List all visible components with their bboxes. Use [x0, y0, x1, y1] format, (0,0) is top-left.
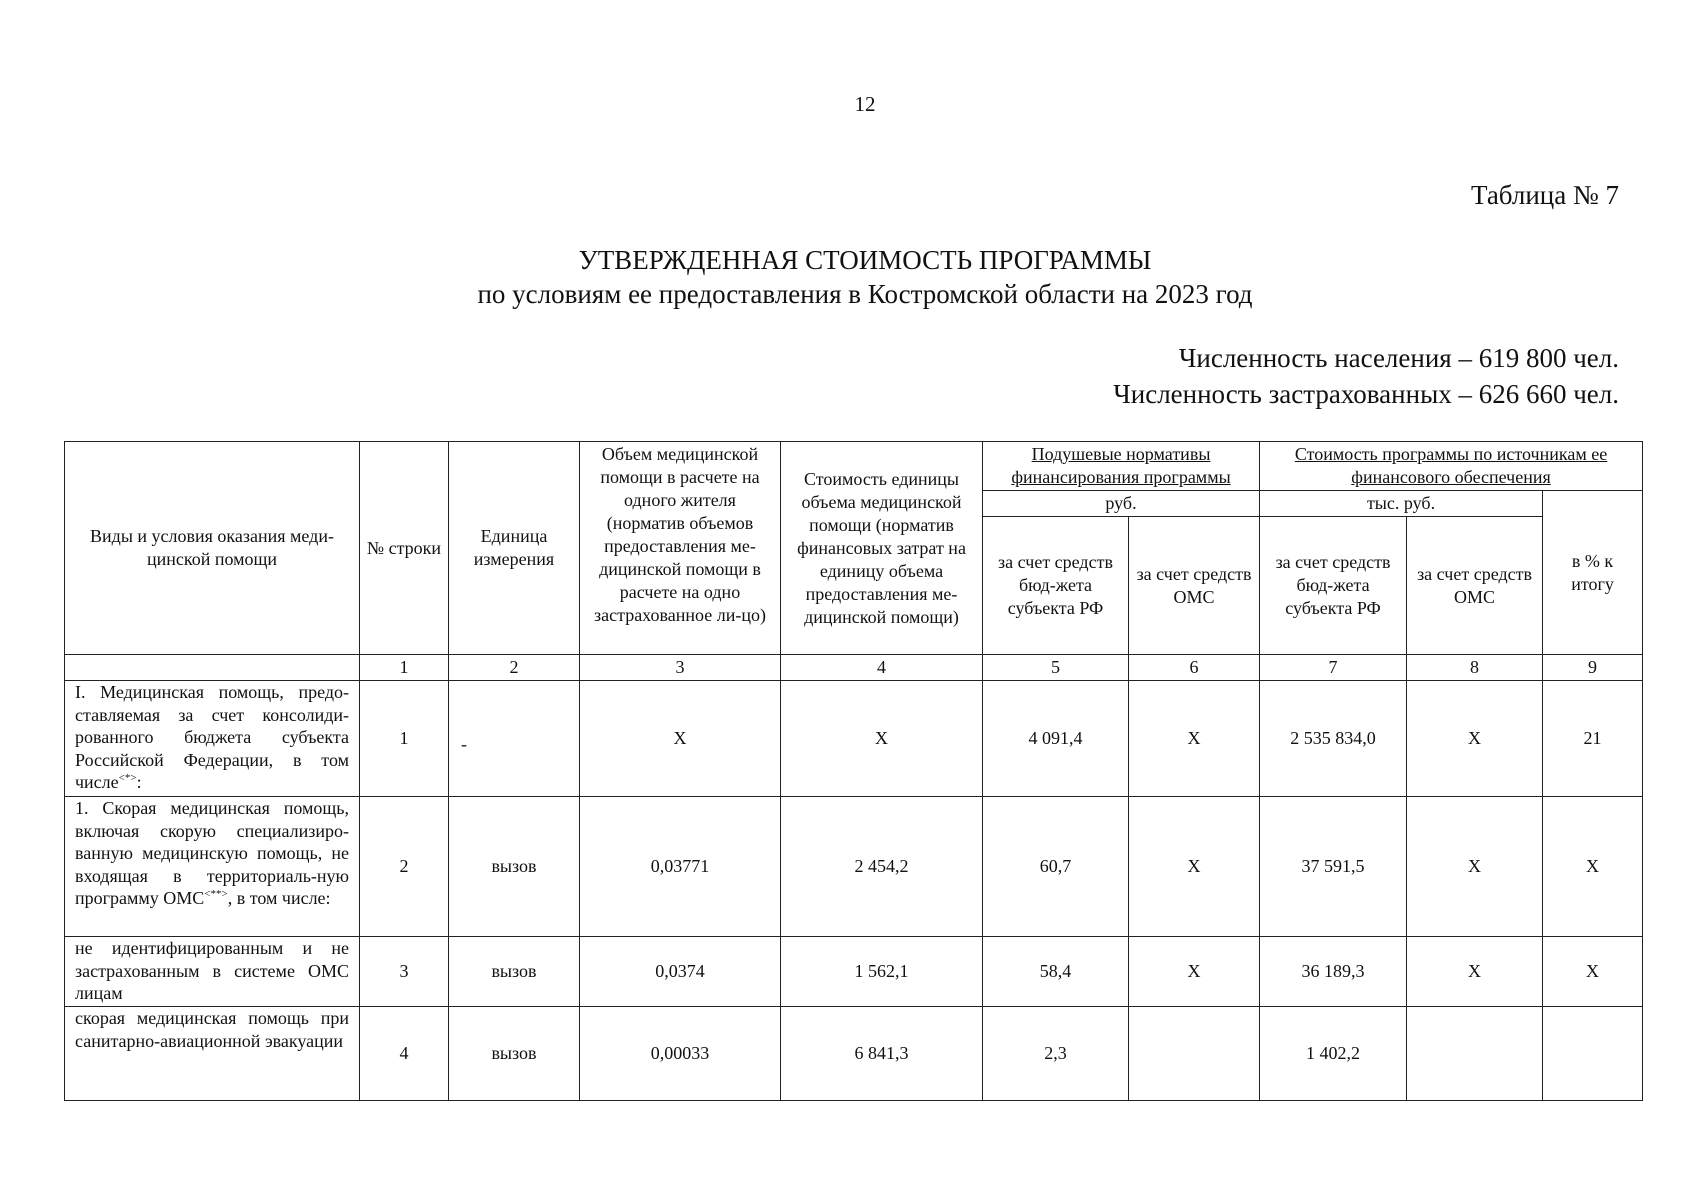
row-cost-oms: X — [1407, 681, 1543, 797]
header-cost-unit: тыс. руб. — [1260, 491, 1543, 517]
column-number: 6 — [1129, 655, 1260, 681]
row-per-capita-oms: X — [1129, 681, 1260, 797]
row-per-capita-budget: 58,4 — [983, 937, 1129, 1007]
header-volume: Объем медицинской помощи в расчете на одного жителя (норматив объемов предоставления ме-дицинской помощи в расчете на одно застрахованное ли-цо) — [580, 442, 781, 655]
row-name-suffix: , в том числе: — [227, 888, 331, 908]
row-name-text: I. Медицинская помощь, предо-ставляемая за счет консолиди-рованного бюджета субъекта Российской Федерации, в том числе — [75, 682, 349, 792]
row-name-suffix: : — [136, 772, 142, 792]
row-name — [65, 681, 360, 797]
column-number: 7 — [1260, 655, 1407, 681]
row-unit-cost: 6 841,3 — [781, 1007, 983, 1101]
column-number: 3 — [580, 655, 781, 681]
header-cost-group — [1260, 442, 1643, 491]
column-numbers-row — [65, 655, 1643, 681]
row-per-capita-budget: 2,3 — [983, 1007, 1129, 1101]
header-unit-cost: Стоимость единицы объема медицинской помощи (норматив финансовых затрат на единицу объема предоставления ме-дицинской помощи) — [781, 442, 983, 655]
document-subtitle: по условиям ее предоставления в Костромской области на 2023 год — [477, 279, 1253, 309]
row-line-number: 2 — [360, 797, 449, 937]
column-number: 4 — [781, 655, 983, 681]
row-cost-oms: X — [1407, 937, 1543, 1007]
insured-count: Численность застрахованных – 626 660 чел. — [1113, 379, 1619, 409]
page-number: 12 — [854, 92, 876, 116]
header-percent: в % к итогу — [1543, 491, 1643, 655]
row-percent: X — [1543, 937, 1643, 1007]
row-percent: X — [1543, 797, 1643, 937]
row-unit-cost: 1 562,1 — [781, 937, 983, 1007]
row-volume: 0,00033 — [580, 1007, 781, 1101]
row-cost-oms — [1407, 1007, 1543, 1101]
header-per-capita-oms: за счет средств ОМС — [1129, 517, 1260, 655]
header-care-type: Виды и условия оказания меди-цинской помощи — [65, 442, 360, 655]
row-volume: X — [580, 681, 781, 797]
row-cost-oms: X — [1407, 797, 1543, 937]
row-line-number: 1 — [360, 681, 449, 797]
header-per-capita-unit: руб. — [983, 491, 1260, 517]
row-line-number: 4 — [360, 1007, 449, 1101]
table-row — [65, 797, 1643, 937]
program-cost-table — [64, 441, 1643, 1101]
row-unit-cost: X — [781, 681, 983, 797]
header-cost-oms: за счет средств ОМС — [1407, 517, 1543, 655]
row-unit: вызов — [449, 1007, 580, 1101]
row-per-capita-oms: X — [1129, 937, 1260, 1007]
row-per-capita-budget: 4 091,4 — [983, 681, 1129, 797]
footnote-marker: <**> — [204, 888, 228, 900]
table-label: Таблица № 7 — [1471, 180, 1619, 210]
row-unit-cost: 2 454,2 — [781, 797, 983, 937]
table-row — [65, 681, 1643, 797]
row-name: скорая медицинская помощь при санитарно-авиационной эвакуации — [65, 1007, 360, 1101]
table-row — [65, 1007, 1643, 1101]
row-unit: вызов — [449, 797, 580, 937]
header-per-capita-group — [983, 442, 1260, 491]
header-unit: Единица измерения — [449, 442, 580, 655]
row-cost-budget: 2 535 834,0 — [1260, 681, 1407, 797]
header-cost-budget: за счет средств бюд-жета субъекта РФ — [1260, 517, 1407, 655]
row-per-capita-oms: X — [1129, 797, 1260, 937]
column-number: 9 — [1543, 655, 1643, 681]
row-unit: вызов — [449, 937, 580, 1007]
row-per-capita-oms — [1129, 1007, 1260, 1101]
table-row — [65, 937, 1643, 1007]
population-stats — [1113, 340, 1619, 412]
row-unit — [449, 681, 580, 797]
row-volume: 0,0374 — [580, 937, 781, 1007]
row-unit-text: - — [461, 734, 467, 754]
row-percent — [1543, 1007, 1643, 1101]
header-line-number: № строки — [360, 442, 449, 655]
footnote-marker: <*> — [118, 772, 137, 784]
column-number: 2 — [449, 655, 580, 681]
row-volume: 0,03771 — [580, 797, 781, 937]
row-per-capita-budget: 60,7 — [983, 797, 1129, 937]
row-cost-budget: 1 402,2 — [1260, 1007, 1407, 1101]
population-count: Численность населения – 619 800 чел. — [1178, 343, 1619, 373]
row-name — [65, 797, 360, 937]
document-title: УТВЕРЖДЕННАЯ СТОИМОСТЬ ПРОГРАММЫ — [578, 245, 1152, 275]
header-per-capita-budget: за счет средств бюд-жета субъекта РФ — [983, 517, 1129, 655]
column-number: 5 — [983, 655, 1129, 681]
row-name-text: 1. Скорая медицинская помощь, включая скорую специализиро-ванную медицинскую помощь, не входящая в территориаль-ную программу ОМС — [75, 798, 349, 908]
row-percent: 21 — [1543, 681, 1643, 797]
row-name: не идентифицированным и не застрахованным в системе ОМС лицам — [65, 937, 360, 1007]
column-number-blank — [65, 655, 360, 681]
row-cost-budget: 37 591,5 — [1260, 797, 1407, 937]
column-number: 1 — [360, 655, 449, 681]
cost-group-text: Стоимость программы по источникам ее финансового обеспечения — [1294, 444, 1608, 487]
row-cost-budget: 36 189,3 — [1260, 937, 1407, 1007]
per-capita-group-text: Подушевые нормативы финансирования программы — [1011, 444, 1231, 487]
row-line-number: 3 — [360, 937, 449, 1007]
column-number: 8 — [1407, 655, 1543, 681]
